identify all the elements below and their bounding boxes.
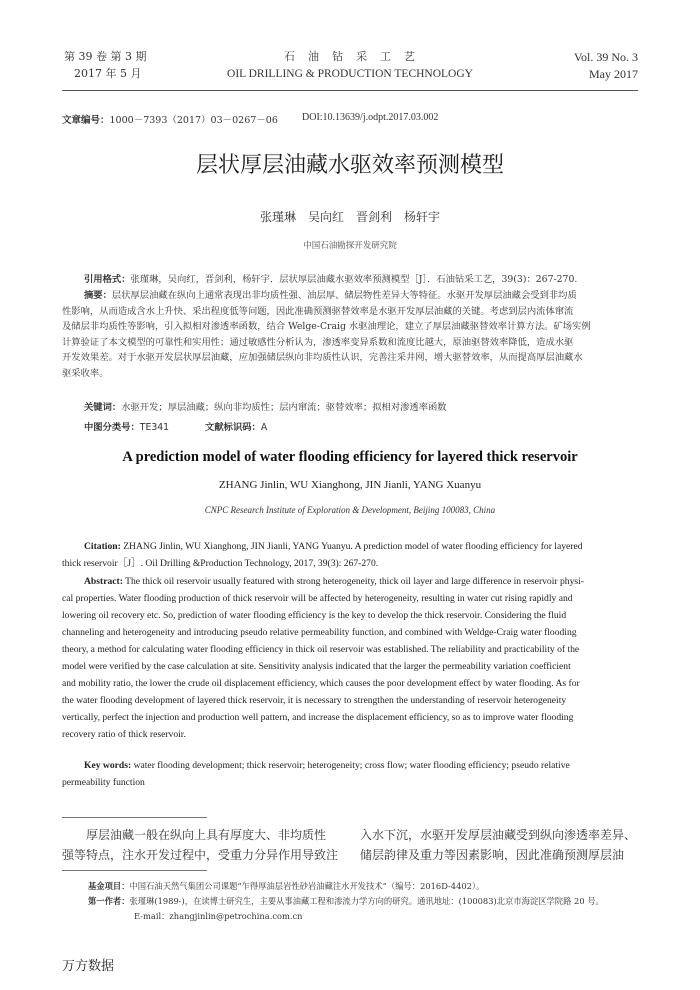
journal-name-en: OIL DRILLING & PRODUCTION TECHNOLOGY <box>227 68 473 80</box>
doc-code-label: 文献标识码： <box>205 422 261 433</box>
footnote-rule <box>62 870 207 871</box>
abstract-en-label: Abstract: <box>84 576 123 587</box>
first-author-note: 第一作者：张瑾琳(1989-)，在读博士研究生，主要从事油藏工程和渗流力学方向的研究。通讯地址：(100083)北京市海淀区学院路 20 号。 <box>88 896 604 906</box>
citation-cn <box>84 272 640 288</box>
classification-cn <box>84 420 267 436</box>
abstract-en-line: model were verified by the case calculation at site. Sensitivity analysis indicated that the larger the permeability variation coefficient <box>62 661 571 672</box>
author-email: E-mail：zhangjinlin@petrochina.com.cn <box>134 911 303 921</box>
article-number-value: 1000－7393（2017）03－0267－06 <box>109 115 278 126</box>
citation-en-label: Citation: <box>84 541 121 552</box>
affiliation-en: CNPC Research Institute of Exploration & Development, Beijing 100083, China <box>204 505 496 515</box>
article-number-label: 文章编号： <box>62 115 110 126</box>
abstract-cn-label: 摘要： <box>84 290 112 301</box>
keywords-cn <box>84 400 447 416</box>
fund-note: 基金项目：中国石油天然气集团公司课题“乍得厚油层岩性砂岩油藏注水开发技术”（编号：2016D-4402）。 <box>88 881 485 891</box>
abstract-cn-line: 摘要：层状厚层油藏在纵向上通常表现出非均质性强、油层厚、储层物性差异大等特征。水驱开发厚层油藏会受到非均质 <box>84 290 577 301</box>
volume-issue-en: Vol. 39 No. 3 <box>573 50 638 64</box>
title-en: A prediction model of water flooding efficiency for layered thick reservoir <box>122 449 578 465</box>
abstract-en-line: cal properties. Water flooding production of thick reservoir will be affected by heterogeneity, resulting in water cut rising rapidly and <box>62 593 573 604</box>
title-cn: 层状厚层油藏水驱效率预测模型 <box>195 153 504 178</box>
abstract-en-line: Abstract: The thick oil reservoir usually featured with strong heterogeneity, thick oil layer and large difference in reservoir physi- <box>84 576 584 587</box>
body-rule <box>62 817 207 818</box>
abstract-en-line: and mobility ratio, the lower the crude oil displacement efficiency, which causes the poor development effect by water flooding. As for <box>62 678 580 689</box>
keywords-en: Key words: water flooding development; thick reservoir; heterogeneity; cross flow; water flooding efficiency; pseudo relative permeability function <box>62 760 570 788</box>
journal-name-cn: 石 油 钻 采 工 艺 <box>284 50 416 63</box>
clc-label: 中图分类号： <box>84 422 140 433</box>
header-rule <box>62 90 638 91</box>
abstract-cn <box>62 288 640 382</box>
keywords-cn-text: 水驱开发；厚层油藏；纵向非均质性；层内窜流；驱替效率；拟相对渗透率函数 <box>121 402 447 413</box>
body-right-column: 入水下沉，水驱开发厚层油藏受到纵向渗透率差异、 储层韵律及重力等因素影响，因此准确预测厚层油 <box>360 828 637 862</box>
affiliation-cn: 中国石油勘探开发研究院 <box>303 241 397 251</box>
abstract-en <box>62 573 640 743</box>
abstract-en-line: recovery ratio of thick reservoir. <box>62 729 186 740</box>
keywords-cn-label: 关键词： <box>84 402 122 413</box>
abstract-en-line: the water flooding development of layered thick reservoir, it is necessary to strengthen the understanding of reservoir heterogeneity <box>62 695 567 706</box>
watermark: 万方数据 <box>62 959 115 974</box>
date-cn: 2017 年 5 月 <box>74 67 142 80</box>
abstract-cn-line: 计算验证了本文模型的可靠性和实用性；通过敏感性分析认为，渗透率变异系数和流度比越大，原油驱替效率降低，造成水驱 <box>62 336 574 348</box>
abstract-cn-line: 性影响，从而造成含水上升快、采出程度低等问题，因此准确预测驱替效率是水驱开发厚层油藏的关键。考虑到层内流体窜流 <box>62 305 574 317</box>
citation-cn-label: 引用格式： <box>84 274 131 285</box>
doi: DOI:10.13639/j.odpt.2017.03.002 <box>302 112 439 123</box>
keywords-en-label: Key words: <box>84 760 132 771</box>
abstract-en-line: vertically, perfect the injection and production well pattern, and increase the displacement efficiency, so as to improve water flooding <box>62 712 574 723</box>
footnotes <box>88 879 640 924</box>
article-number <box>62 112 278 126</box>
body-left-column: 厚层油藏一般在纵向上具有厚度大、非均质性 强等特点，注水开发过程中，受重力分异作用导致注 <box>62 828 339 862</box>
abstract-en-line: lowering oil recovery etc. So, prediction of water flooding efficiency is the key to develop the thick reservoir. Considering the fluid <box>62 610 567 621</box>
date-en: May 2017 <box>589 67 638 81</box>
volume-issue-cn: 第 39 卷 第 3 期 <box>64 50 147 63</box>
abstract-en-line: theory, a method for calculating water flooding efficiency in thick oil reservoir was established. The reliability and practicability of the <box>62 644 580 655</box>
abstract-en-line: channeling and heterogeneity and introducing pseudo relative permeability function, and combined with Weldge-Craig water flooding <box>62 627 577 638</box>
abstract-cn-line: 及储层非均质性等影响，引入拟相对渗透率函数，结合 Welge-Craig 水驱油理论，建立了厚层油藏驱替效率计算方法。矿场实例 <box>62 321 591 333</box>
authors-cn: 张瑾琳 吴向红 晋剑利 杨轩宇 <box>259 210 440 224</box>
abstract-cn-line: 驱采收率。 <box>62 367 109 379</box>
citation-en: Citation: ZHANG Jinlin, WU Xianghong, JIN Jianli, YANG Yuanyu. A prediction model of water flooding efficiency for layered thick reservoir［J］. Oil Drilling &Production Technology, 2017, 39(3): 267-270. <box>62 541 583 569</box>
doc-code-value: A <box>260 422 268 433</box>
authors-en: ZHANG Jinlin, WU Xianghong, JIN Jianli, YANG Xuanyu <box>218 479 482 491</box>
clc-value: TE341 <box>139 422 170 433</box>
citation-cn-text: 张瑾琳，吴向红，晋剑利，杨轩宇．层状厚层油藏水驱效率预测模型［J］．石油钻采工艺，39(3)：267-270. <box>130 274 578 285</box>
abstract-cn-line: 开发效果差。对于水驱开发层状厚层油藏，应加强储层纵向非均质性认识，完善注采井网，增大驱替效率，从而提高厚层油藏水 <box>62 352 583 364</box>
